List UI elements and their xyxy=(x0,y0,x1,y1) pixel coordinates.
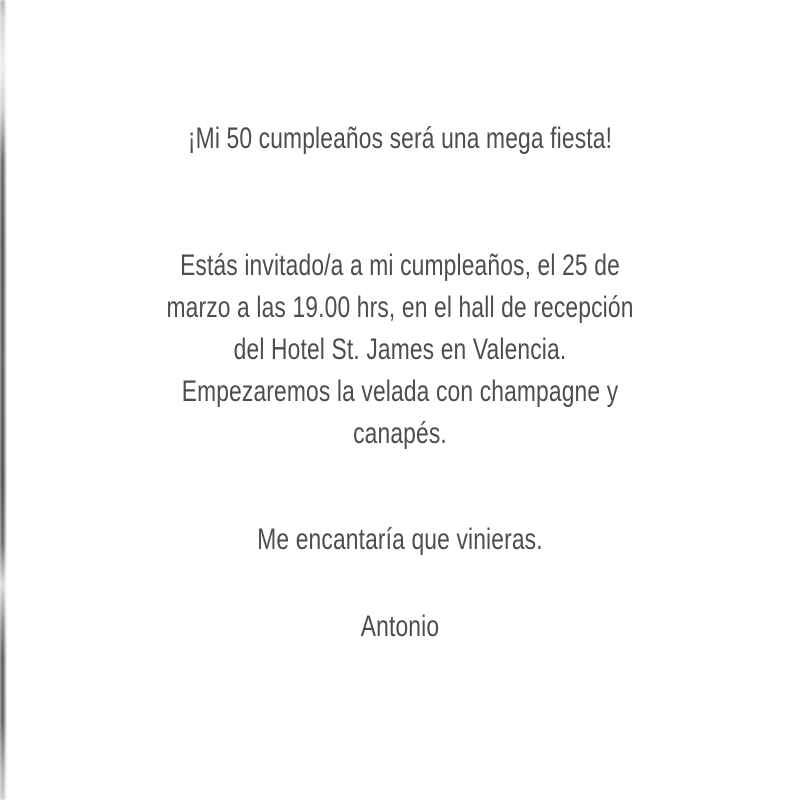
invitation-closing-block xyxy=(0,519,800,561)
invitation-signature-block xyxy=(0,606,800,648)
body-line: del Hotel St. James en Valencia. xyxy=(233,333,567,366)
invitation-title-block xyxy=(0,118,800,160)
invitation-title: ¡Mi 50 cumpleaños será una mega fiesta! xyxy=(187,122,613,155)
body-line: Empezaremos la velada con champagne y xyxy=(181,375,619,408)
invitation-closing: Me encantaría que vinieras. xyxy=(257,523,543,556)
invitation-body xyxy=(0,245,800,455)
invitation-signature: Antonio xyxy=(360,610,440,643)
body-line: marzo a las 19.00 hrs, en el hall de recepción xyxy=(166,291,634,324)
body-line: Estás invitado/a a mi cumpleaños, el 25 de xyxy=(180,249,620,282)
body-line: canapés. xyxy=(353,417,447,450)
